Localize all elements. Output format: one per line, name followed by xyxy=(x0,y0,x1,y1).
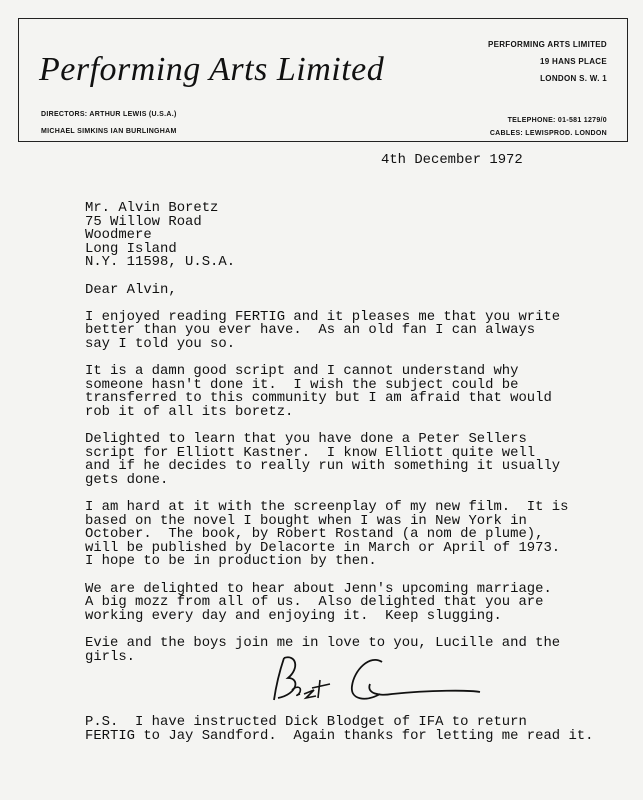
address-line: 19 HANS PLACE xyxy=(539,57,607,66)
cables: CABLES: LEWISPROD. LONDON xyxy=(489,130,607,137)
paragraph: Delighted to learn that you have done a Peter Sellers script for Elliott Kastner. I know Elliott quite well and if he decides to really run with something it usually gets done. xyxy=(85,431,561,488)
recipient-town: Woodmere xyxy=(85,227,152,244)
handwritten-signature xyxy=(270,650,510,710)
directors-line: DIRECTORS: ARTHUR LEWIS (U.S.A.) xyxy=(41,111,177,118)
salutation: Dear Alvin, xyxy=(85,281,177,298)
recipient-street: 75 Willow Road xyxy=(85,213,202,230)
address-city: LONDON S. W. 1 xyxy=(540,74,607,83)
recipient-name: Mr. Alvin Boretz xyxy=(85,200,219,216)
paragraph: Evie and the boys join me in love to you, Lucille and the girls. xyxy=(85,635,561,665)
paragraph: I am hard at it with the screenplay of my new film. It is based on the novel I bought when I was in New York in October. The book, by Robert Rostand (a nom de plume), will be published by Delacorte in March or April of 1973. I hope to be in production by then. xyxy=(85,499,569,570)
paragraph: I enjoyed reading FERTIG and it pleases me that you write better than you ever have. As an old fan I can always say I told you so. xyxy=(85,308,561,352)
postscript: P.S. I have instructed Dick Blodget of IFA to return FERTIG to Jay Sandford. Again thanks for letting me read it. xyxy=(85,714,594,744)
recipient-zip: N.Y. 11598, U.S.A. xyxy=(85,254,236,271)
directors-names: MICHAEL SIMKINS IAN BURLINGHAM xyxy=(41,128,177,135)
paragraph: It is a damn good script and I cannot understand why someone hasn't done it. I wish the subject could be transferred to this community but I am afraid that would rob it of all its boretz. xyxy=(85,363,552,420)
recipient-region: Long Island xyxy=(85,240,177,257)
letter-date: 4th December 1972 xyxy=(381,152,523,168)
company-logo: Performing Arts Limited xyxy=(39,51,385,88)
letterhead xyxy=(18,18,628,142)
company-name: PERFORMING ARTS LIMITED xyxy=(487,40,607,49)
telephone: TELEPHONE: 01-581 1279/0 xyxy=(507,117,607,124)
letter-body xyxy=(85,202,568,664)
paragraph: We are delighted to hear about Jenn's upcoming marriage. A big mozz from all of us. Also delighted that you are working every day and enjoying it. Keep slugging. xyxy=(85,580,552,624)
